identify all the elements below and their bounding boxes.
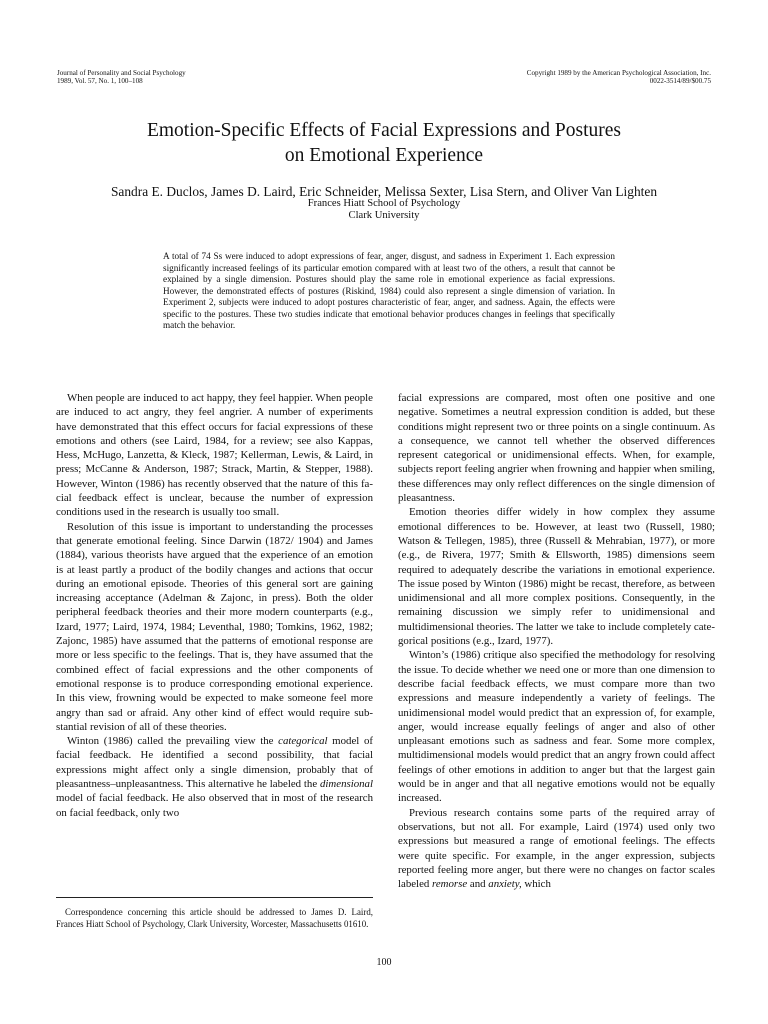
paragraph: Resolution of this issue is important to understanding the processes that generate emotional feeling. Since Darwin (1872/ 1904) and James (1884), various theorists have argued that the experience of an emotion is at least partly a product of the bodily changes and actions that occur during an emotional episode. Theories of this general sort are gaining increasing acceptance (Adelman & Zajonc, in press). Both the older peripheral feedback theories and their more modern counterparts (e.g., Izard, 1977; Laird, 1974, 1984; Leventhal, 1980; Tomkins, 1962, 1982; Zajonc, 1985) have assumed that the patterns of emotional response are more or less specific to the feelings. That is, they have assumed that the combined effect of facial expressions and the other components of emotional response is to produce corresponding emotional experience. In this view, frowning would be expected to make someone feel more angry than sad or afraid. Any other kind of effect would require substantial revision of all of these theories.: [56, 520, 373, 733]
paragraph: Winton’s (1986) critique also specified the methodology for resolving the issue. To decide whether we need one or more than one dimension to describe facial feedback effects, we must compare more than two expressions and measure independently a variety of feelings. The unidimensional model would predict that an expression of, for example, anger, would increase equally feelings of anger and also of other unpleasant emotions such as sadness and fear. Some more complex, multidimensional models would predict that an angry frown could affect feelings of other emotions in addition to anger but that the largest gain would be in anger and that all negative emotions would not be equally increased.: [398, 649, 715, 805]
title-line-1: Emotion-Specific Effects of Facial Expressions and Postures: [146, 120, 622, 141]
journal-name: Journal of Personality and Social Psychology: [57, 69, 186, 77]
paper-title: [60, 118, 708, 168]
body-column-left: [56, 391, 373, 820]
paragraph: Previous research contains some parts of the required array of observations, but not all. For example, Laird (1974) used only two expressions but measured a range of emotional feelings. The effects were quite specific. For example, in the anger expression, subjects reported feeling more anger, but there were no changes on factor scales labeled remorse and anxiety, which: [398, 806, 715, 891]
paragraph: Winton (1986) called the prevailing view the categorical model of facial feedback. He identified a second possibility, that facial expressions might affect only a single dimension, probably that of pleasantness–unpleasantness. This alternative he labeled the dimensional model of facial feedback. He also observed that in most of the research on facial feedback, only two: [56, 735, 373, 819]
abstract: A total of 74 Ss were induced to adopt expressions of fear, anger, disgust, and sadness in Experiment 1. Each expression significantly increased feelings of its particular emotion compared with at least two of the others, a result that cannot be explained by a single dimension. Postures should play the same role in emotional experience as facial expressions. However, the demonstrated effects of postures (Riskind, 1984) could also represent a single dimension of variation. In Experiment 2, subjects were induced to adopt postures characteristic of fear, anger, and sadness. Again, the effects were specific to the postures. These two studies indicate that emotional behavior produces changes in feelings that specifically match the behavior.: [163, 251, 615, 330]
affiliation-university: Clark University: [348, 209, 420, 221]
author-list: Sandra E. Duclos, James D. Laird, Eric Schneider, Melissa Sexter, Lisa Stern, and Oliver Van Lighten: [110, 184, 658, 199]
title-line-2: on Emotional Experience: [284, 145, 484, 166]
term-remorse: remorse: [432, 878, 468, 891]
term-categorical: categorical: [278, 735, 328, 748]
paragraph: When people are induced to act happy, they feel happier. When people are induced to act angry, they feel angrier. A number of experiments have demonstrated that this effect occurs for facial expressions of these emotions and others (see Laird, 1984, for a review; see also Kappas, Hess, McHugo, Lanzetta, & Kleck, 1987; Kellerman, Lewis, & Laird, in press; McCanne & Anderson, 1987; Strack, Martin, & Stepper, 1988). However, Winton (1986) has recently observed that the nature of this facial feedback effect is unclear, because the number of expression conditions used in the research is usually too small.: [56, 392, 373, 519]
body-column-right: [398, 391, 715, 891]
correspondence-footnote: Correspondence concerning this article should be addressed to James D. Laird, Frances Hiatt School of Psychology, Clark University, Worcester, Massachusetts 01610.: [56, 907, 373, 929]
paragraph: facial expressions are compared, most often one positive and one negative. Sometimes a neutral expression condition is added, but these conditions might represent two or three points on a single continuum. As a consequence, we cannot tell whether the observed differences represent categorical or unidimensional effects. When, for example, subjects report feeling angrier when frowning and happier when smiling, these differences may only reflect differences on the single dimension of pleasantness.: [398, 392, 715, 505]
affiliation: [100, 198, 668, 221]
copyright-line: Copyright 1989 by the American Psychological Association, Inc.: [526, 69, 711, 77]
paragraph: Emotion theories differ widely in how complex they assume emotional differences to be. However, at least two (Russell, 1980; Watson & Tellegen, 1985), three (Russell & Mehrabian, 1977), or more (e.g., de Rivera, 1977; Smith & Ellsworth, 1985) dimensions seem required to adequately describe the variations in emotional experience. The issue posed by Winton (1986) might be recast, therefore, as between unidimensional and all more complex positions. Consequently, in the remaining discussion we simply refer to unidimensional and multidimensional theories. The latter we take to include completely categorical positions (e.g., Izard, 1977).: [398, 506, 715, 648]
term-dimensional: dimensional: [319, 778, 373, 791]
copyright-notice: [527, 69, 711, 86]
issn-line: 0022-3514/89/$00.75: [649, 77, 711, 86]
page-number: 100: [376, 957, 392, 968]
journal-citation: [57, 69, 186, 86]
journal-volume: 1989, Vol. 57, No. 1, 100–108: [57, 77, 143, 86]
affiliation-school: Frances Hiatt School of Psychology: [307, 198, 461, 209]
term-anxiety: anxiety,: [488, 878, 522, 891]
footnote-divider: [56, 897, 373, 898]
